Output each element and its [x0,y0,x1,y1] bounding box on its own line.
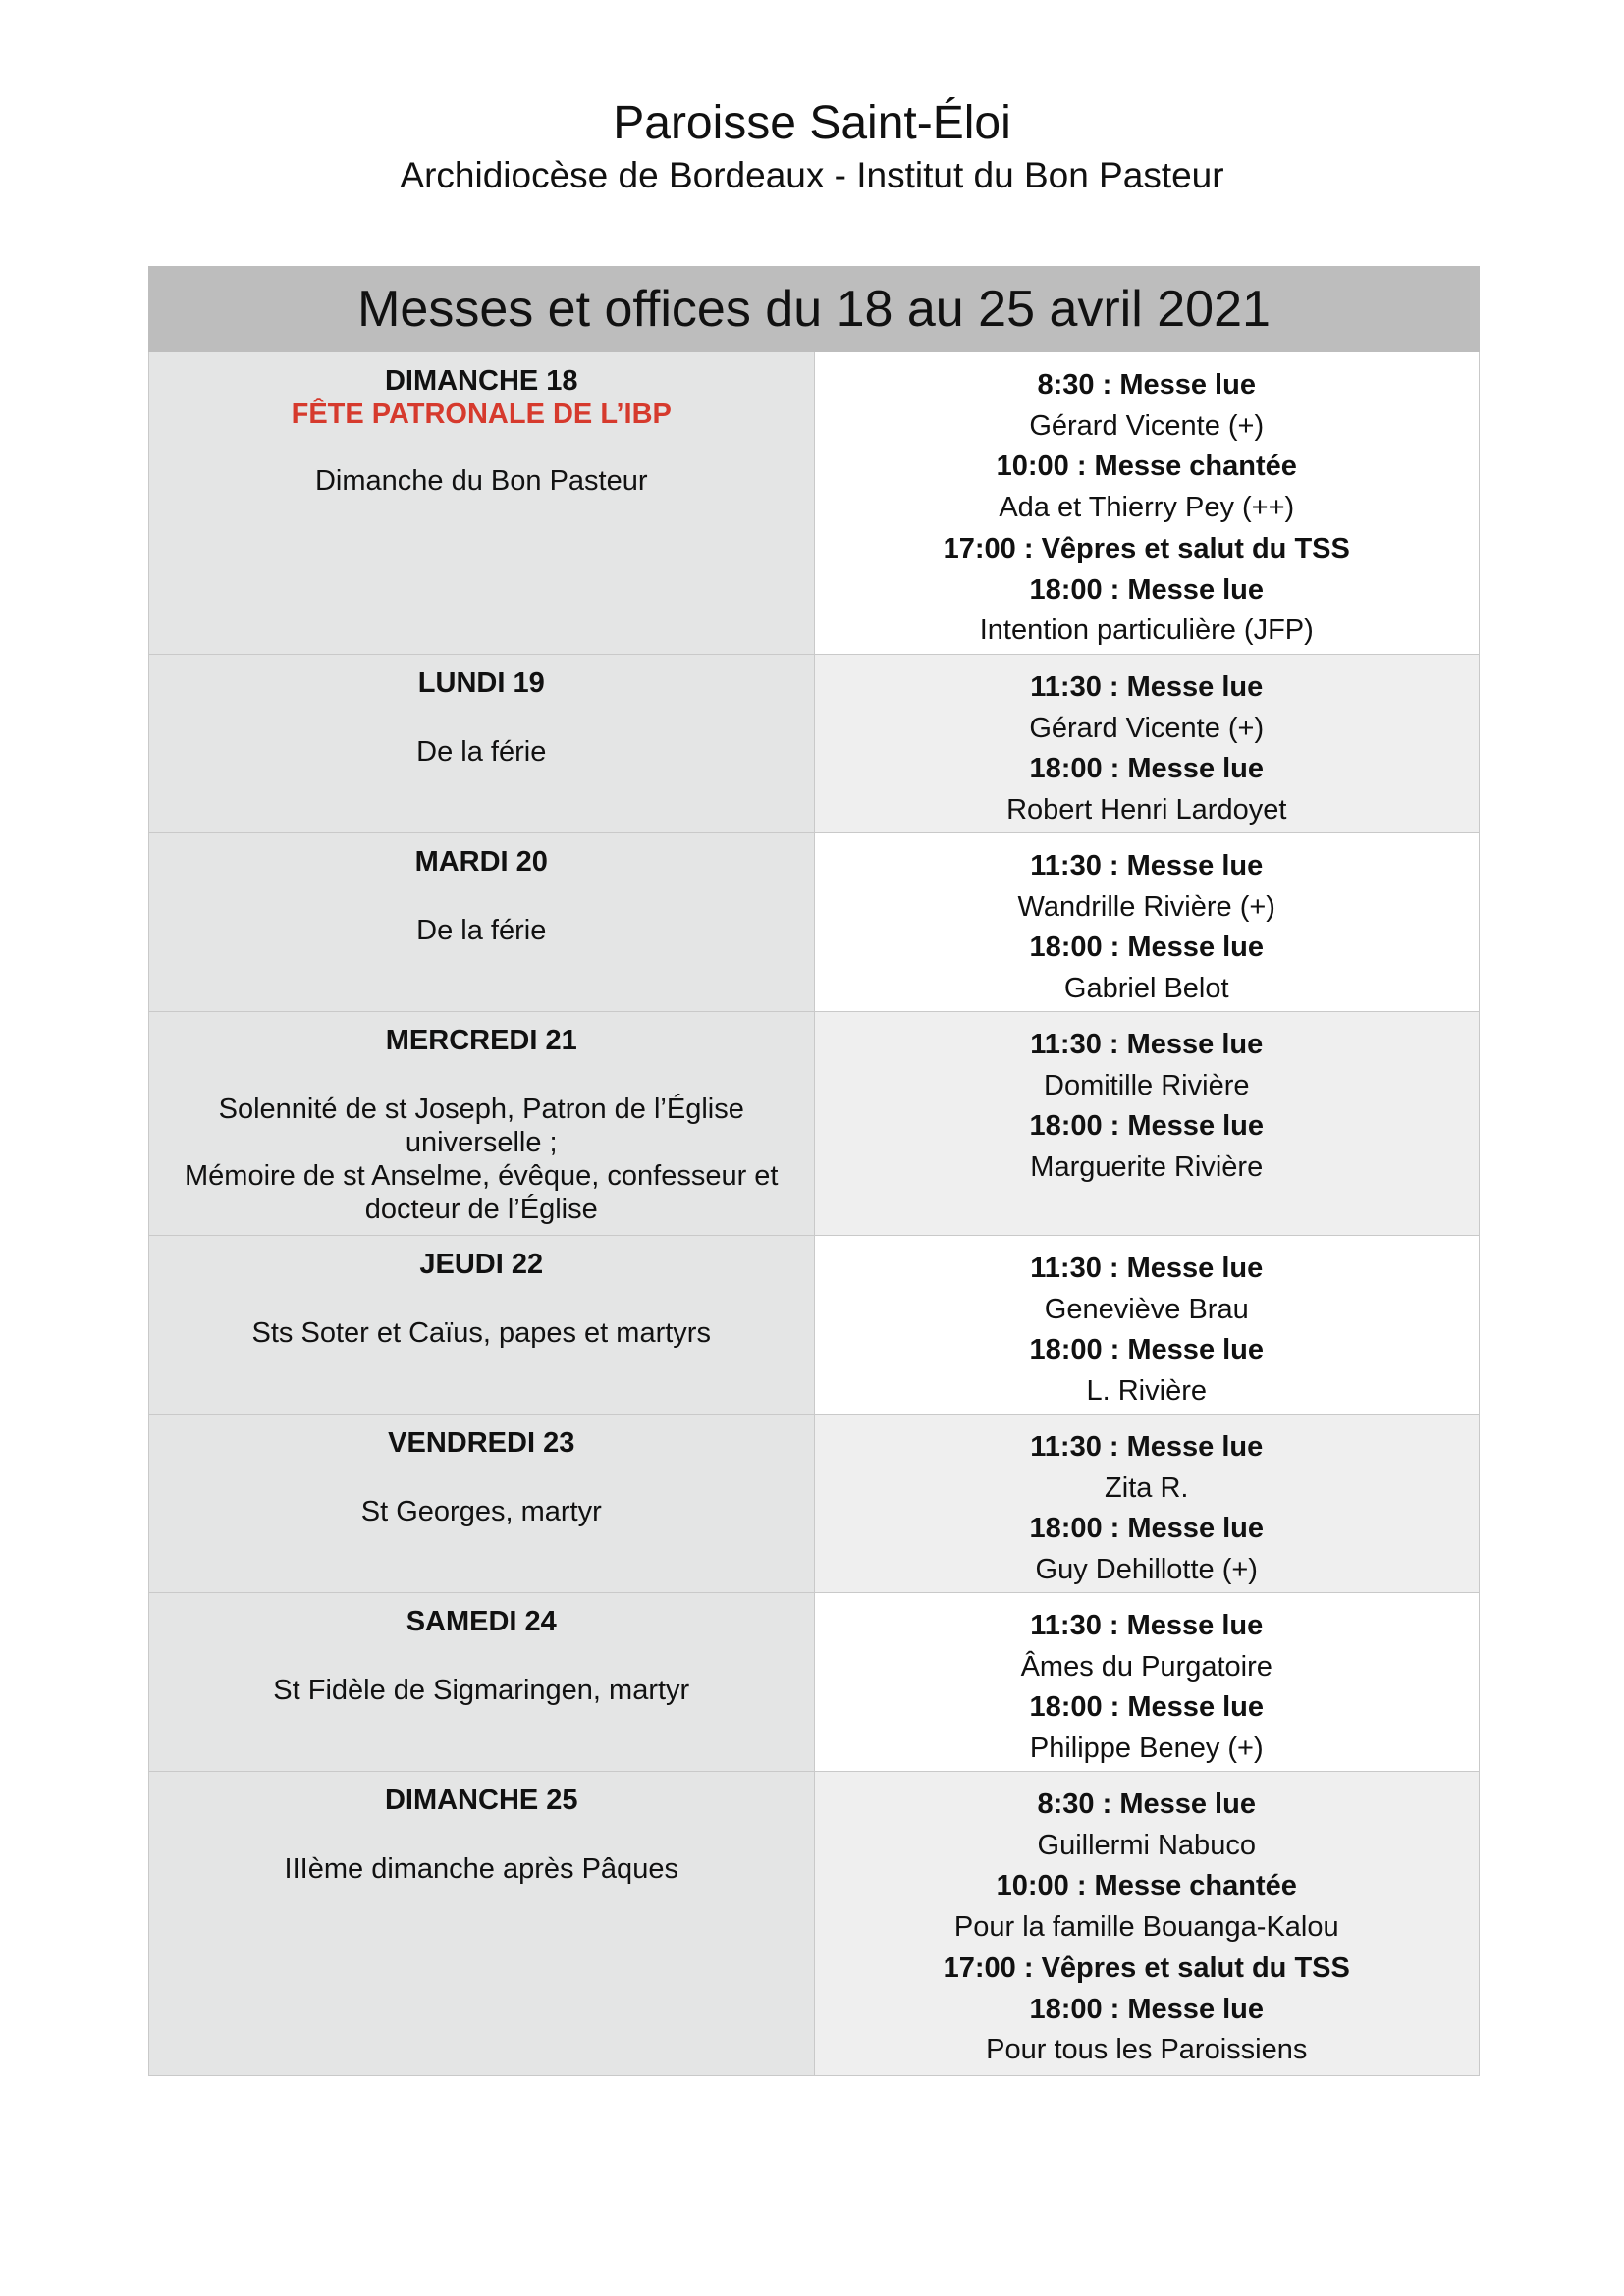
day-name: VENDREDI 23 [388,1427,575,1459]
day-name: DIMANCHE 18 [384,365,578,397]
mass-time: 11:30 : Messe lue [1030,850,1264,881]
mass-time: 11:30 : Messe lue [1030,1253,1264,1284]
liturgical-day: Solennité de st Joseph, Patron de l’Église universelle ; Mémoire de st Anselme, évêque, confesseur et docteur de l’Église [185,1094,779,1225]
day-cell [149,1415,815,1593]
mass-time: 11:30 : Messe lue [1030,1431,1264,1463]
masses-cell [814,1236,1480,1415]
mass-time: 11:30 : Messe lue [1030,671,1264,703]
mass-intention: Ada et Thierry Pey (++) [999,492,1295,524]
liturgical-day: St Fidèle de Sigmaringen, martyr [273,1675,690,1706]
masses-cell [814,352,1480,655]
day-cell [149,655,815,833]
mass-intention: Marguerite Rivière [1030,1151,1264,1184]
mass-time: 11:30 : Messe lue [1030,1610,1264,1641]
mass-time: 8:30 : Messe lue [1037,369,1256,400]
mass-time: 8:30 : Messe lue [1037,1789,1256,1820]
liturgical-day: St Georges, martyr [360,1496,602,1527]
parish-subtitle: Archidiocèse de Bordeaux - Institut du Bon Pasteur [400,155,1224,195]
parish-title: Paroisse Saint-Éloi [613,97,1011,149]
day-cell [149,1593,815,1772]
mass-time: 11:30 : Messe lue [1030,1029,1264,1060]
liturgical-day: Dimanche du Bon Pasteur [314,465,648,497]
mass-intention: Zita R. [1105,1471,1189,1504]
liturgical-day: De la férie [416,915,547,946]
liturgical-day: De la férie [416,736,547,768]
masses-cell [814,833,1480,1012]
mass-intention: Intention particulière (JFP) [979,614,1314,647]
day-name: LUNDI 19 [417,667,545,699]
liturgical-day: Sts Soter et Caïus, papes et martyrs [251,1317,711,1349]
mass-intention: Guillermi Nabuco [1037,1829,1256,1861]
day-name: SAMEDI 24 [406,1606,557,1637]
mass-schedule-table [148,266,1480,2076]
mass-intention: Wandrille Rivière (+) [1017,890,1275,923]
day-cell [149,1772,815,2076]
mass-time: 18:00 : Messe lue [1029,1334,1265,1366]
liturgical-day: IIIème dimanche après Pâques [284,1853,678,1885]
mass-intention: Pour la famille Bouanga-Kalou [953,1911,1339,1944]
mass-time: 10:00 : Messe chantée [996,451,1297,483]
day-cell [149,352,815,655]
mass-time: 18:00 : Messe lue [1029,932,1265,964]
mass-time: 18:00 : Messe lue [1029,1110,1265,1143]
masses-cell [814,1593,1480,1772]
mass-intention: Robert Henri Lardoyet [1006,794,1287,827]
mass-time: 18:00 : Messe lue [1029,1691,1265,1724]
day-cell [149,833,815,1012]
mass-intention: Geneviève Brau [1044,1293,1249,1325]
mass-time: 18:00 : Messe lue [1029,573,1265,606]
mass-time: 18:00 : Messe lue [1029,1993,1265,2025]
mass-intention: Gérard Vicente (+) [1029,712,1265,744]
day-name: MARDI 20 [414,846,548,878]
mass-intention: Gérard Vicente (+) [1029,409,1265,442]
masses-cell [814,1415,1480,1593]
day-cell [149,1012,815,1236]
day-name: DIMANCHE 25 [384,1785,578,1816]
mass-time: 10:00 : Messe chantée [996,1870,1297,1902]
mass-intention: Guy Dehillotte (+) [1035,1554,1258,1586]
mass-time: 17:00 : Vêpres et salut du TSS [943,532,1350,564]
schedule-caption: Messes et offices du 18 au 25 avril 2021 [149,267,1480,352]
masses-cell [814,655,1480,833]
mass-time: 18:00 : Messe lue [1029,753,1265,785]
mass-intention: Pour tous les Paroissiens [986,2034,1308,2066]
day-cell [149,1236,815,1415]
feast-label: FÊTE PATRONALE DE L’IBP [291,399,672,430]
masses-cell [814,1012,1480,1236]
mass-time: 18:00 : Messe lue [1029,1513,1265,1545]
day-name: MERCREDI 21 [385,1025,577,1056]
mass-intention: Gabriel Belot [1063,973,1229,1005]
mass-intention: Philippe Beney (+) [1029,1733,1264,1765]
day-name: JEUDI 22 [419,1249,544,1280]
mass-intention: Âmes du Purgatoire [1020,1650,1272,1682]
mass-intention: L. Rivière [1086,1375,1207,1408]
page-header [0,94,1624,198]
mass-time: 17:00 : Vêpres et salut du TSS [943,1951,1350,1984]
masses-cell [814,1772,1480,2076]
mass-intention: Domitille Rivière [1044,1069,1250,1101]
